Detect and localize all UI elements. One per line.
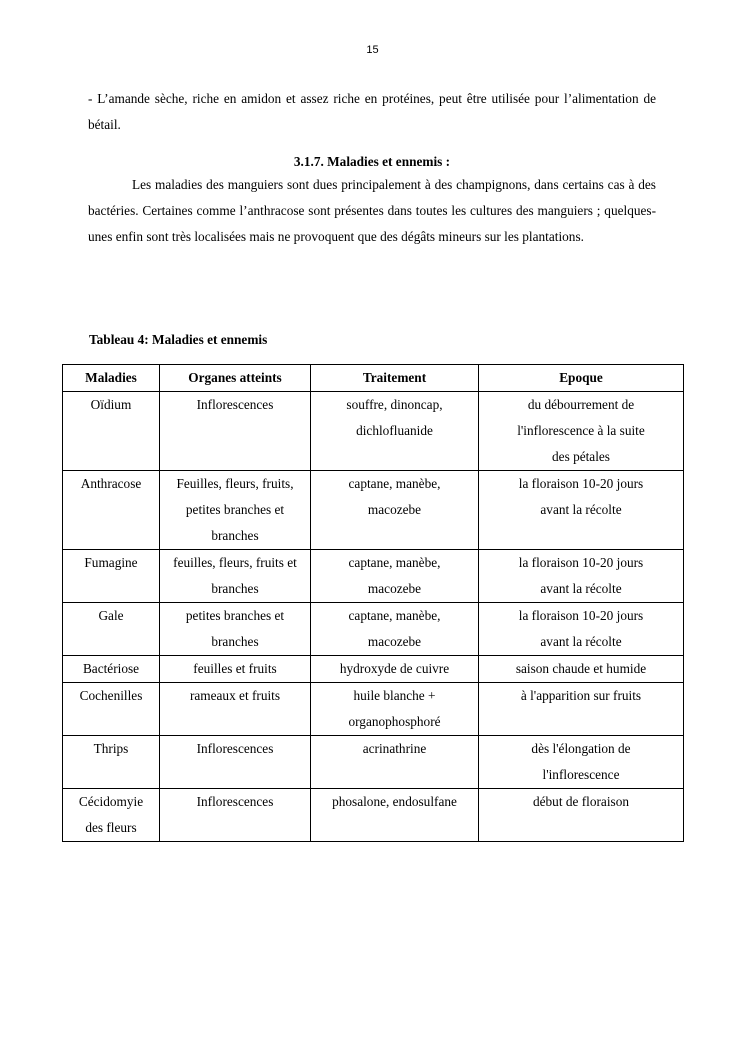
cell-text: petites branches et branches [185, 608, 285, 649]
table-row [63, 603, 684, 656]
cell-text: du débourrement de l'inflorescence à la suite des pétales [517, 397, 645, 464]
cell-traitement [311, 471, 479, 550]
cell-maladie [63, 550, 160, 603]
cell-text: à l'apparition sur fruits [520, 688, 642, 703]
cell-traitement [311, 683, 479, 736]
cell-text: Oïdium [90, 397, 132, 412]
cell-text: Bactériose [82, 661, 140, 676]
cell-maladie [63, 471, 160, 550]
table-row [63, 656, 684, 683]
cell-text: Cochenilles [79, 688, 143, 703]
cell-organes [160, 392, 311, 471]
cell-text: Inflorescences [196, 397, 274, 412]
header-organes-atteints: Organes atteints [160, 365, 311, 392]
header-traitement: Traitement [311, 365, 479, 392]
cell-epoque [479, 603, 684, 656]
cell-text: feuilles, fleurs, fruits et branches [173, 555, 297, 596]
table-row [63, 550, 684, 603]
header-epoque: Epoque [479, 365, 684, 392]
cell-text: Cécidomyie des fleurs [78, 794, 144, 835]
cell-traitement [311, 789, 479, 842]
cell-text: acrinathrine [362, 741, 427, 756]
cell-maladie [63, 736, 160, 789]
cell-organes [160, 656, 311, 683]
cell-text: phosalone, endosulfane [332, 794, 457, 809]
cell-text: Inflorescences [196, 794, 274, 809]
cell-text: captane, manèbe, macozebe [348, 555, 441, 596]
diseases-table [62, 364, 684, 842]
cell-text: début de floraison [532, 794, 629, 809]
cell-text: dès l'élongation de l'inflorescence [531, 741, 631, 782]
cell-traitement [311, 603, 479, 656]
cell-epoque [479, 736, 684, 789]
cell-text: Gale [98, 608, 124, 623]
intro-paragraph: - L’amande sèche, riche en amidon et assez riche en protéines, peut être utilisée pour l’alimentation de bétail. [88, 91, 656, 132]
cell-text: la floraison 10-20 jours avant la récolte [518, 608, 644, 649]
table-header-row [63, 365, 684, 392]
cell-epoque [479, 392, 684, 471]
cell-text: Feuilles, fleurs, fruits, petites branches et branches [176, 476, 294, 543]
cell-organes [160, 550, 311, 603]
header-maladies: Maladies [63, 365, 160, 392]
cell-maladie [63, 683, 160, 736]
section-heading: 3.1.7. Maladies et ennemis : [293, 154, 451, 169]
cell-text: Fumagine [84, 555, 138, 570]
table-row [63, 683, 684, 736]
cell-text: Anthracose [80, 476, 142, 491]
cell-maladie [63, 603, 160, 656]
cell-organes [160, 471, 311, 550]
cell-epoque [479, 471, 684, 550]
cell-organes [160, 603, 311, 656]
cell-text: captane, manèbe, macozebe [348, 476, 441, 517]
cell-organes [160, 736, 311, 789]
cell-text: huile blanche + organophosphoré [348, 688, 441, 729]
cell-epoque [479, 789, 684, 842]
table-row [63, 736, 684, 789]
page-number: 15 [366, 44, 379, 56]
cell-text: hydroxyde de cuivre [339, 661, 450, 676]
cell-traitement [311, 656, 479, 683]
table-row [63, 471, 684, 550]
cell-epoque [479, 656, 684, 683]
cell-maladie [63, 656, 160, 683]
cell-epoque [479, 550, 684, 603]
table-caption: Tableau 4: Maladies et ennemis [89, 332, 268, 347]
cell-text: Inflorescences [196, 741, 274, 756]
cell-epoque [479, 683, 684, 736]
section-paragraph: Les maladies des manguiers sont dues principalement à des champignons, dans certains cas à des bactéries. Certaines comme l’anthracose sont présentes dans toutes les cultures des manguiers ; quelques-unes enfin sont très localisées mais ne provoquent que des dégâts mineurs sur les plantations. [88, 177, 656, 244]
cell-text: la floraison 10-20 jours avant la récolte [518, 476, 644, 517]
cell-text: feuilles et fruits [193, 661, 277, 676]
cell-text: saison chaude et humide [515, 661, 647, 676]
cell-traitement [311, 392, 479, 471]
cell-organes [160, 683, 311, 736]
cell-text: rameaux et fruits [189, 688, 281, 703]
cell-maladie [63, 392, 160, 471]
cell-maladie [63, 789, 160, 842]
cell-text: Thrips [93, 741, 129, 756]
cell-text: souffre, dinoncap, dichlofluanide [346, 397, 443, 438]
table-row [63, 392, 684, 471]
cell-organes [160, 789, 311, 842]
cell-text: captane, manèbe, macozebe [348, 608, 441, 649]
cell-traitement [311, 736, 479, 789]
cell-text: la floraison 10-20 jours avant la récolte [518, 555, 644, 596]
cell-traitement [311, 550, 479, 603]
table-row [63, 789, 684, 842]
